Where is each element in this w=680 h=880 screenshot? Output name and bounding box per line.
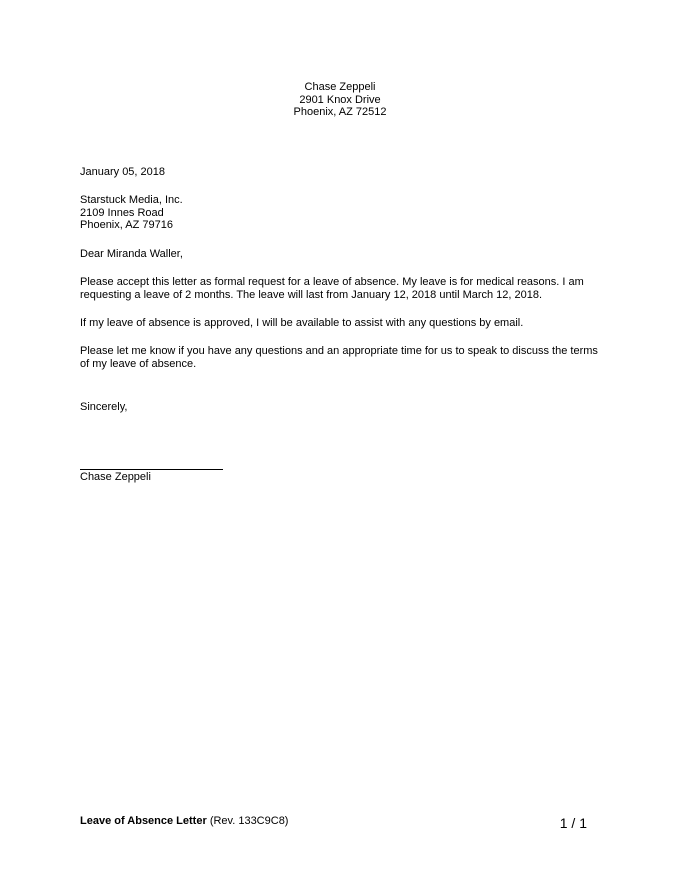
recipient-address-block xyxy=(80,194,183,232)
sender-address-block xyxy=(0,81,680,119)
signature-line xyxy=(80,469,223,470)
recipient-company: Starstuck Media, Inc. xyxy=(80,194,183,206)
body-paragraph-availability: If my leave of absence is approved, I will be available to assist with any questions by email. xyxy=(80,317,524,329)
recipient-street: 2109 Innes Road xyxy=(80,206,164,219)
closing: Sincerely, xyxy=(80,401,128,413)
footer-page-indicator: 1 / 1 xyxy=(559,815,587,831)
footer-document-title xyxy=(80,815,288,828)
footer-title-text: Leave of Absence Letter xyxy=(80,815,207,827)
footer-revision: (Rev. 133C9C8) xyxy=(209,815,289,827)
body-paragraph-request: Please accept this letter as formal request for a leave of absence. My leave is for medical reasons. I am requesting a leave of 2 months. The leave will last from January 12, 2018 until March 12, 2018. xyxy=(80,276,584,301)
letter-date: January 05, 2018 xyxy=(80,166,166,178)
recipient-city-state-zip: Phoenix, AZ 79716 xyxy=(80,219,173,231)
salutation: Dear Miranda Waller, xyxy=(80,248,183,260)
sender-city-state-zip: Phoenix, AZ 72512 xyxy=(293,106,387,118)
sender-name: Chase Zeppeli xyxy=(304,81,376,93)
signature-name: Chase Zeppeli xyxy=(80,471,151,483)
body-paragraph-followup: Please let me know if you have any questions and an appropriate time for us to speak to discuss the terms of my leave of absence. xyxy=(80,345,598,370)
sender-street: 2901 Knox Drive xyxy=(299,93,381,106)
